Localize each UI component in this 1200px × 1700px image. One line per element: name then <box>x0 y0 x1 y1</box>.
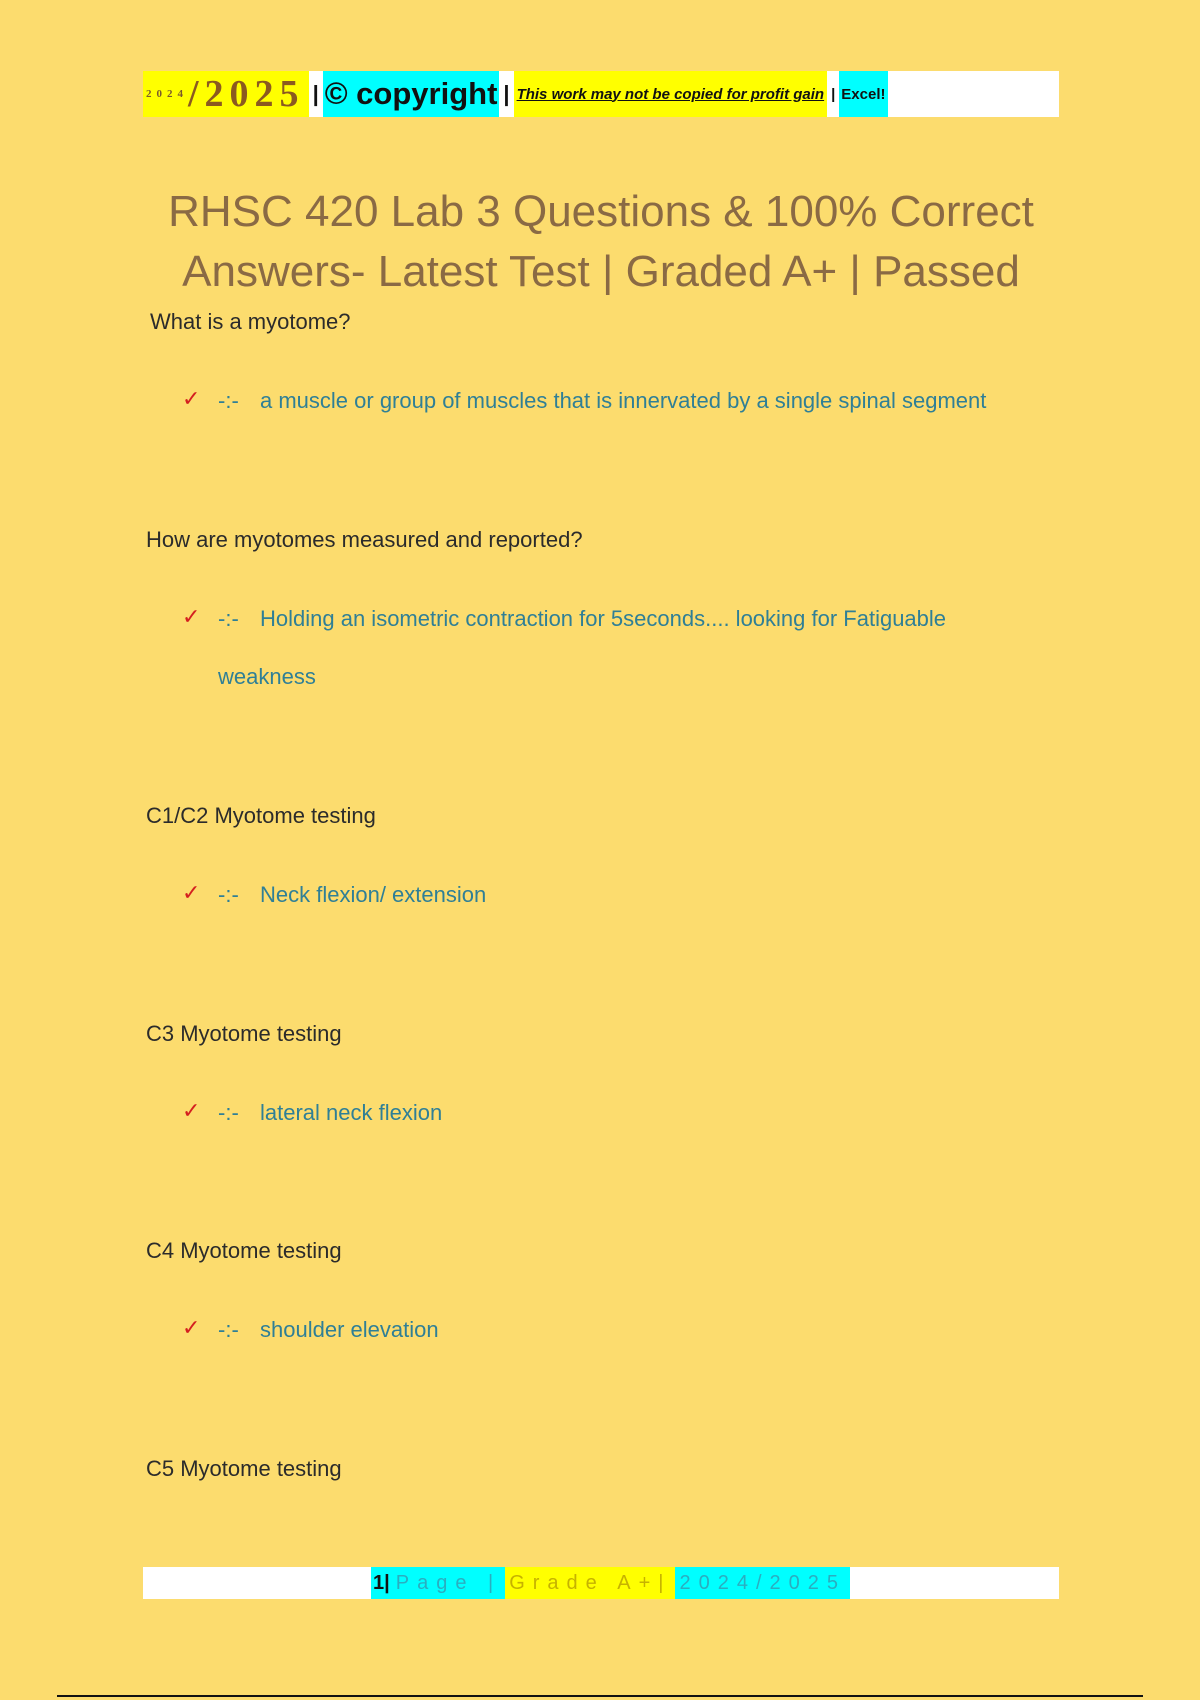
check-icon: ✓ <box>182 1315 201 1340</box>
answer-text: Holding an isometric contraction for 5seconds.... looking for Fatiguable <box>260 606 947 631</box>
footer-separator: | <box>384 1571 390 1594</box>
bottom-rule <box>57 1695 1143 1697</box>
answer-text: Neck flexion/ extension <box>260 882 487 907</box>
answer-3 <box>218 866 1018 924</box>
header-copyright <box>323 71 500 117</box>
question-6: C5 Myotome testing <box>146 1456 342 1481</box>
question-5: C4 Myotome testing <box>146 1238 342 1263</box>
check-icon: ✓ <box>182 880 201 905</box>
header-separator: | <box>503 81 510 106</box>
copyright-text: © copyright <box>324 76 498 111</box>
check-icon: ✓ <box>182 604 201 629</box>
footer-page-label: Page | <box>392 1567 505 1599</box>
page-footer <box>143 1567 1059 1599</box>
answer-prefix: -:- <box>218 1317 239 1342</box>
question-4: C3 Myotome testing <box>146 1021 342 1046</box>
question-1: What is a myotome? <box>150 309 351 334</box>
title-line-2: Answers- Latest Test | Graded A+ | Passed <box>182 247 1020 296</box>
answer-prefix: -:- <box>218 606 239 631</box>
footer-grade: Grade A+| <box>505 1567 675 1599</box>
page-number: 1 <box>373 1571 385 1594</box>
answer-text: shoulder elevation <box>260 1317 439 1342</box>
header-excel <box>839 71 887 117</box>
document-title <box>143 182 1059 302</box>
answer-2 <box>218 590 1018 706</box>
check-icon: ✓ <box>182 1098 201 1123</box>
header-notice <box>514 71 828 117</box>
answer-prefix: -:- <box>218 1100 239 1125</box>
excel-text: Excel! <box>841 85 886 103</box>
answer-prefix: -:- <box>218 388 239 413</box>
header-year-small: 2024 <box>146 88 188 100</box>
answer-1 <box>218 372 1018 430</box>
header-year-big: /2025 <box>188 73 305 115</box>
answer-prefix: -:- <box>218 882 239 907</box>
answer-5 <box>218 1301 1018 1359</box>
header-banner <box>143 71 1059 117</box>
question-2: How are myotomes measured and reported? <box>146 527 583 552</box>
question-3: C1/C2 Myotome testing <box>146 803 376 828</box>
check-icon: ✓ <box>182 386 201 411</box>
header-year <box>143 71 309 117</box>
header-separator: | <box>312 81 319 106</box>
copy-notice: This work may not be copied for profit gain <box>516 85 825 103</box>
header-separator: | <box>831 85 836 103</box>
title-line-1: RHSC 420 Lab 3 Questions & 100% Correct <box>168 187 1034 236</box>
footer-year: 2024/2025 <box>675 1567 850 1599</box>
answer-text: a muscle or group of muscles that is innervated by a single spinal segment <box>260 388 987 413</box>
answer-text: lateral neck flexion <box>260 1100 443 1125</box>
answer-4 <box>218 1084 1018 1142</box>
answer-text-continued: weakness <box>218 664 316 689</box>
footer-page-number <box>371 1567 392 1599</box>
